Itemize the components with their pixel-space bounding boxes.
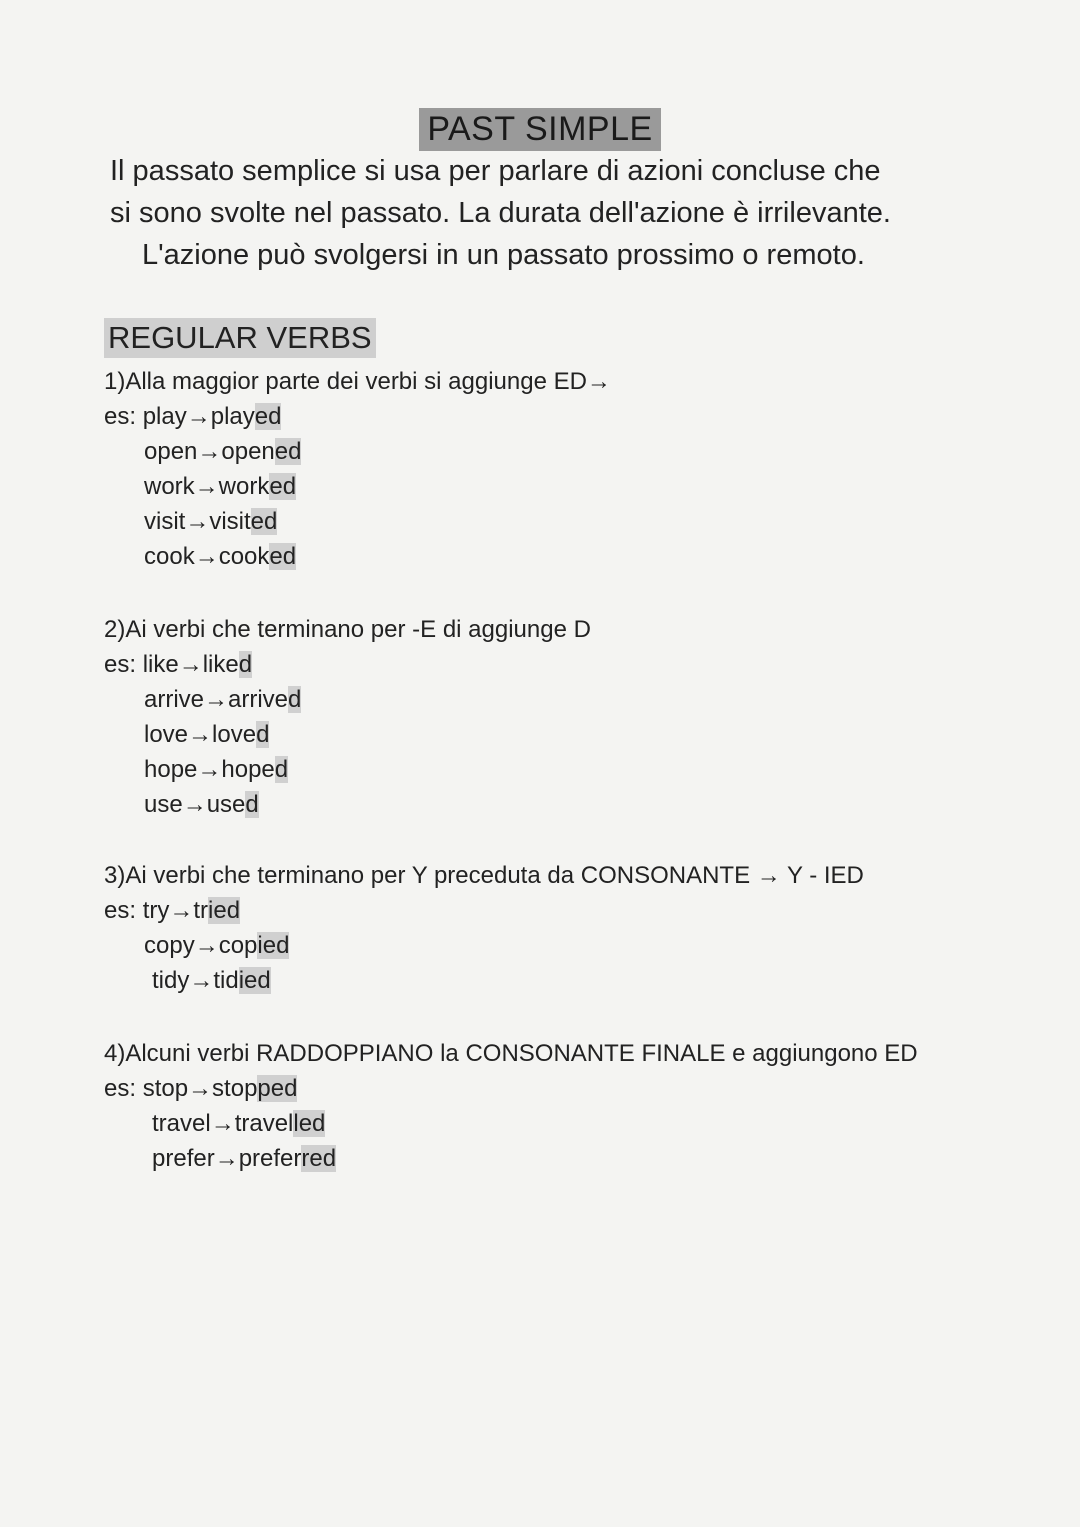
rule-text: 4)Alcuni verbi RADDOPPIANO la CONSONANTE FINALE e aggiungono ED <box>104 1040 918 1067</box>
example-row: es: stop→stopped <box>104 1075 298 1102</box>
example-row: travel→travelled <box>152 1110 326 1137</box>
intro-line: si sono svolte nel passato. La durata dell'azione è irrilevante. <box>110 197 891 229</box>
example-row: es: play→played <box>104 403 282 430</box>
example-row: arrive→arrived <box>144 686 302 713</box>
rule-text: 1)Alla maggior parte dei verbi si aggiunge ED→ <box>104 368 611 395</box>
intro-paragraph <box>110 150 990 276</box>
rule-text: 3)Ai verbi che terminano per Y preceduta da CONSONANTE → Y - IED <box>104 862 864 889</box>
example-row: open→opened <box>144 438 302 465</box>
rule-text: 2)Ai verbi che terminano per -E di aggiunge D <box>104 616 591 643</box>
example-row: tidy→tidied <box>152 967 271 994</box>
rule-2 <box>104 612 1004 822</box>
intro-line: L'azione può svolgersi in un passato prossimo o remoto. <box>142 239 865 271</box>
rule-1 <box>104 364 1004 574</box>
example-row: love→loved <box>144 721 270 748</box>
section-heading-regular-verbs: REGULAR VERBS <box>104 318 376 358</box>
example-row: es: like→liked <box>104 651 253 678</box>
page-title: PAST SIMPLE <box>419 108 660 151</box>
example-row: work→worked <box>144 473 297 500</box>
example-row: visit→visited <box>144 508 278 535</box>
example-row: prefer→preferred <box>152 1145 337 1172</box>
rule-3 <box>104 858 1004 998</box>
example-row: copy→copied <box>144 932 290 959</box>
example-row: cook→cooked <box>144 543 297 570</box>
intro-line: Il passato semplice si usa per parlare di azioni concluse che <box>110 155 881 187</box>
example-row: es: try→tried <box>104 897 241 924</box>
rule-4 <box>104 1036 984 1176</box>
example-row: use→used <box>144 791 259 818</box>
example-row: hope→hoped <box>144 756 289 783</box>
